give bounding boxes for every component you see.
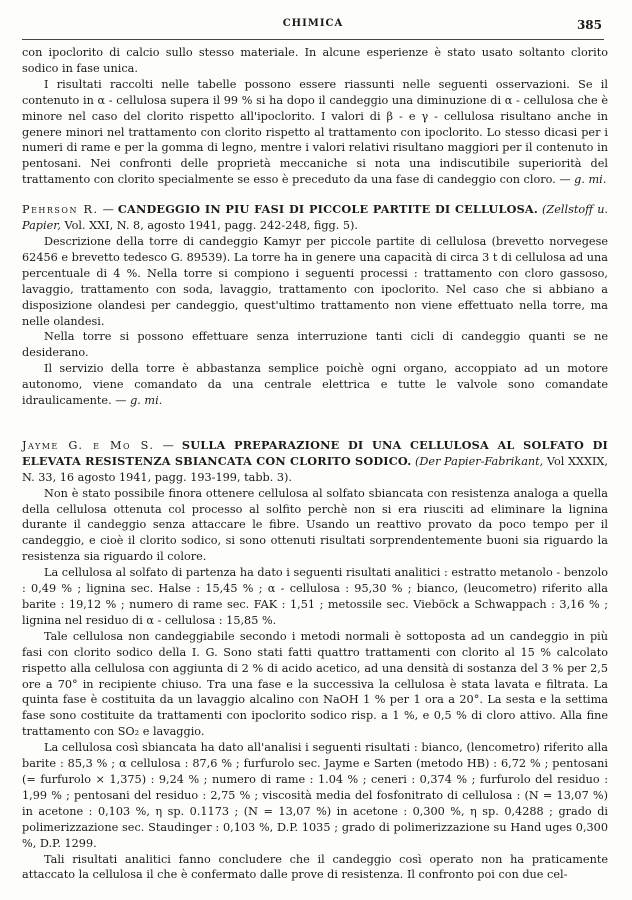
abstract-paragraph	[22, 361, 608, 409]
abstract-paragraph: Tali risultati analitici fanno concludere che il candeggio così operato non ha praticamente attaccato la cellulosa il che è confermato dalle prove di resistenza. Il confronto poi con due cel-	[22, 852, 608, 882]
abstract-paragraph: Nella torre si possono effettuare senza interruzione tanti cicli di candeggio quanti se ne desiderano.	[22, 330, 608, 360]
page-number: 385	[576, 18, 602, 32]
abstract-heading	[22, 202, 608, 234]
header-rule	[22, 39, 604, 40]
abstract-paragraph: La cellulosa al solfato di partenza ha dato i seguenti risultati analitici : estratto metanolo - benzolo : 0,49 % ; lignina sec. Halse : 15,45 % ; α - cellulosa : 95,30 % ; bianco, (leucometro) riferito alla barite : 19,12 % ; numero di rame sec. FAK : 1,51 ; metossile sec. Vieböck a Schwappach : 3,16 % ; lignina nel residuo di α - cellulosa : 15,85 %.	[22, 566, 608, 627]
abstract-heading	[22, 438, 608, 486]
citation: Vol XXXIX, N. 33, 16 agosto 1941, pagg. 193-199, tabb. 3).	[22, 454, 609, 484]
citation: Vol. XXI, N. 8, agosto 1941, pagg. 242-248, figg. 5).	[60, 219, 358, 233]
abstract-paragraph: Tale cellulosa non candeggiabile secondo i metodi normali è sottoposta ad un candeggio in più fasi con clorito sodico della I. G. Sono stati fatti quattro trattamenti con clorito al 15 % calcolato rispetto alla cellulosa con aggiunta di 2 % di acido acetico, ad una densità di sostanza del 3 % per 2,5 ore a 70° in recipiente chiuso. Tra una fase e la successiva la cellulosa è stata lavata e filtrata. La quinta fase è costituita da un lavaggio alcalino con NaOH 1 % per 1 ora a 20°. La sesta e la settima fase sono costituite da trattamenti con ipoclorito sodico risp. a 1 %, e 0,5 % di cloro attivo. Alla fine trattamento con SO₂ e lavaggio.	[22, 629, 608, 739]
abstract-paragraph: Non è stato possibile finora ottenere cellulosa al solfato sbiancata con resistenza analoga a quella della cellulosa ottenuta col processo al solfito perchè non si era riusciti ad eliminare la lignina durante il candeggio senza attaccare le fibre. Usando un reattivo provato da poco tempo per il candeggio, e cioè il clorito sodico, si sono ottenuti risultati sorprendentemente buoni sia riguardo la resistenza sia riguardo il colore.	[22, 486, 608, 564]
page-body	[22, 45, 608, 883]
section-title: CHIMICA	[282, 18, 344, 29]
author-initials: g. mi.	[130, 394, 163, 408]
intro-paragraph	[22, 77, 608, 188]
journal-name: (Zellstoff u. Papier,	[22, 203, 609, 233]
dash: —	[98, 203, 118, 217]
abstract-title: SULLA PREPARAZIONE DI UNA CELLULOSA AL SOLFATO DI ELEVATA RESISTENZA SBIANCATA CON CLORITO SODICO.	[22, 437, 609, 468]
journal-name: (Der Papier-Fabrikant,	[415, 454, 544, 468]
abstract-author: Pehrson R.	[22, 203, 99, 217]
intro-paragraph: con ipoclorito di calcio sullo stesso materiale. In alcune esperienze è stato usato soltanto clorito sodico in fase unica.	[22, 46, 608, 75]
abstract-title: CANDEGGIO IN PIU FASI DI PICCOLE PARTITE DI CELLULOSA.	[117, 202, 538, 217]
abstract-author: Jayme G. e Mo S.	[22, 438, 155, 452]
abstract-paragraph: La cellulosa così sbiancata ha dato all'analisi i seguenti risultati : bianco, (lencometro) riferito alla barite : 85,3 % ; α cellulosa : 87,6 % ; furfurolo sec. Jayme e Sarten (metodo HB) : 6,72 % ; pentosani (= furfurolo × 1,375) : 9,24 % ; numero di rame : 1.04 % ; ceneri : 0,374 % ; furfurolo del residuo : 1,99 % ; pentosani del residuo : 2,75 % ; viscosità media del fosfonitrato di cellulosa : (N = 13,07 %) in acetone : 0,103 %, η sp. 0.1173 ; (N = 13,07 %) in acetone : 0,300 %, η sp. 0,4288 ; grado di polimerizzazione sec. Staudinger : 0,103 %, D.P. 1035 ; grado di polimerizzazione su Hand uges 0,300 %, D.P. 1299.	[22, 741, 608, 850]
paragraph-text: Il servizio della torre è abbastanza semplice poichè ogni organo, accoppiato ad un motore autonomo, viene comandato da una centrale elettrica e tutte le valvole sono comandate idraulicamente. —	[22, 362, 608, 408]
abstract-paragraph: Descrizione della torre di candeggio Kamyr per piccole partite di cellulosa (brevetto norvegese 62456 e brevetto tedesco G. 89539). La torre ha in genere una capacità di circa 3 t di cellulosa ad una percentuale di 4 %. Nella torre si compiono i seguenti processi : trattamento con cloro gassoso, lavaggio, trattamento con soda, lavaggio, trattamento con ipoclorito. Nel caso che si abbiano a disposizione olandesi per candeggio, quest'ultimo trattamento non viene effettuato nella torre, ma nelle olandesi.	[22, 234, 608, 328]
section-gap	[22, 409, 608, 424]
paragraph-text: I risultati raccolti nelle tabelle possono essere riassunti nelle seguenti osservazioni. Se il contenuto in α - cellulosa supera il 99 % si ha dopo il candeggio una diminuzione di α - cellulosa che è minore nel caso del clorito rispetto all'ipoclorito. I valori di β - e γ - cellulosa risultano anche in genere minori nel trattamento con clorito rispetto al trattamento con ipoclorito. Lo stesso dicasi per i numeri di rame e per la gomma di legno, mentre i valori relativi risultano maggiori per il contenuto in pentosani. Nei confronti delle proprietà meccaniche si nota una indiscutibile superiorità del trattamento con clorito specialmente se esso è preceduto da una fase di candeggio con cloro. —	[22, 77, 608, 187]
dash: —	[154, 438, 182, 452]
author-initials: g. mi.	[574, 173, 607, 187]
running-header	[24, 18, 602, 34]
